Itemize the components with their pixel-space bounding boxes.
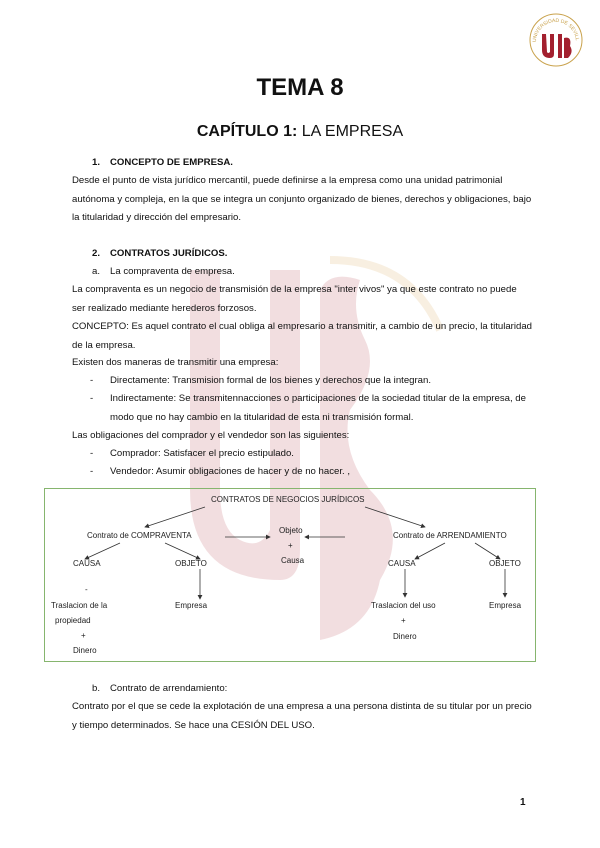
chapter-name: LA EMPRESA [297,123,404,140]
diagram-left-causa: CAUSA [73,559,101,568]
section2-number: 2. [92,248,101,259]
list-bullet: - [90,393,94,404]
list-item-direct: Directamente: Transmision formal de los bienes y derechos que la integran. [110,375,432,386]
list-item-buyer: Comprador: Satisfacer el precio estipulado. [110,448,294,459]
diagram-left-objeto: OBJETO [175,559,207,568]
page-number: 1 [520,797,526,808]
diagram-left-causa-leaf-3: + [81,631,86,640]
diagram-left-causa-leaf-1: Traslacion de la [51,601,108,610]
diagram-compraventa: Contrato de COMPRAVENTA [87,531,192,540]
diagram-right-causa-leaf-3: Dinero [393,632,417,641]
contracts-diagram [44,488,536,662]
ways-intro: Existen dos maneras de transmitir una empresa: [72,357,279,368]
diagram-right-objeto: OBJETO [489,559,521,568]
subsection-b-heading: Contrato de arrendamiento: [110,683,228,694]
page-title: TEMA 8 [256,74,344,101]
section1-heading: CONCEPTO DE EMPRESA. [110,157,233,168]
list-bullet: - [90,466,94,477]
subsection-a-heading: La compraventa de empresa. [110,266,235,277]
subsection-a-letter: a. [92,266,101,277]
diagram-right-causa: CAUSA [388,559,416,568]
diagram-center-objeto: Objeto [279,526,303,535]
section1-number: 1. [92,157,101,168]
section1-body: Desde el punto de vista jurídico mercantil, puede definirse a la empresa como una unidad patrimonial autónoma y compleja, en la que se integra un conjunto organizado de bienes, derechos y obligaciones, bajo la titularidad y dirección del empresario. [72,175,532,223]
chapter-label: CAPÍTULO 1: [196,123,298,140]
list-bullet: - [90,375,94,386]
section2-heading: CONTRATOS JURÍDICOS. [110,248,228,259]
diagram-center-causa: Causa [281,556,305,565]
logo-text: UNIVERSIDAD DE SEVILL [531,17,580,43]
diagram-arrows [45,489,535,661]
obligations-intro: Las obligaciones del comprador y el vendedor son las siguientes: [72,430,350,441]
diagram-left-causa-leaf-2: propiedad [55,616,91,625]
diagram-arrendamiento: Contrato de ARRENDAMIENTO [393,531,507,540]
chapter-title [0,123,600,141]
university-logo [528,12,584,68]
list-item-indirect: Indirectamente: Se transmitennacciones o participaciones de la sociedad titular de la empresa, de modo que no hay cambio en la titularidad de esta ni transmisión formal. [110,393,526,423]
diagram-root: CONTRATOS DE NEGOCIOS JURÍDICOS [211,495,365,504]
diagram-right-causa-leaf-1: Traslacion del uso [371,601,436,610]
subsection-b-body: Contrato por el que se cede la explotación de una empresa a una persona distinta de su titular por un precio y tiempo determinados. Se hace una CESIÓN DEL USO. [72,701,532,731]
diagram-left-objeto-leaf: Empresa [175,601,208,610]
list-bullet: - [90,448,94,459]
diagram-right-objeto-leaf: Empresa [489,601,522,610]
diagram-center-plus: + [288,541,293,550]
diagram-dot: - [85,585,88,594]
concept-paragraph: CONCEPTO: Es aquel contrato el cual obliga al empresario a transmitir, a cambio de un precio, la titularidad de la empresa. [72,321,533,351]
subsection-a-body: La compraventa es un negocio de transmisión de la empresa "inter vivos" ya que este contrato no puede ser realizado mediante herederos forzosos. [72,284,517,314]
diagram-right-causa-leaf-2: + [401,616,406,625]
diagram-left-causa-leaf-4: Dinero [73,646,97,655]
subsection-b-letter: b. [92,683,101,694]
list-item-seller: Vendedor: Asumir obligaciones de hacer y de no hacer. , [110,466,350,477]
